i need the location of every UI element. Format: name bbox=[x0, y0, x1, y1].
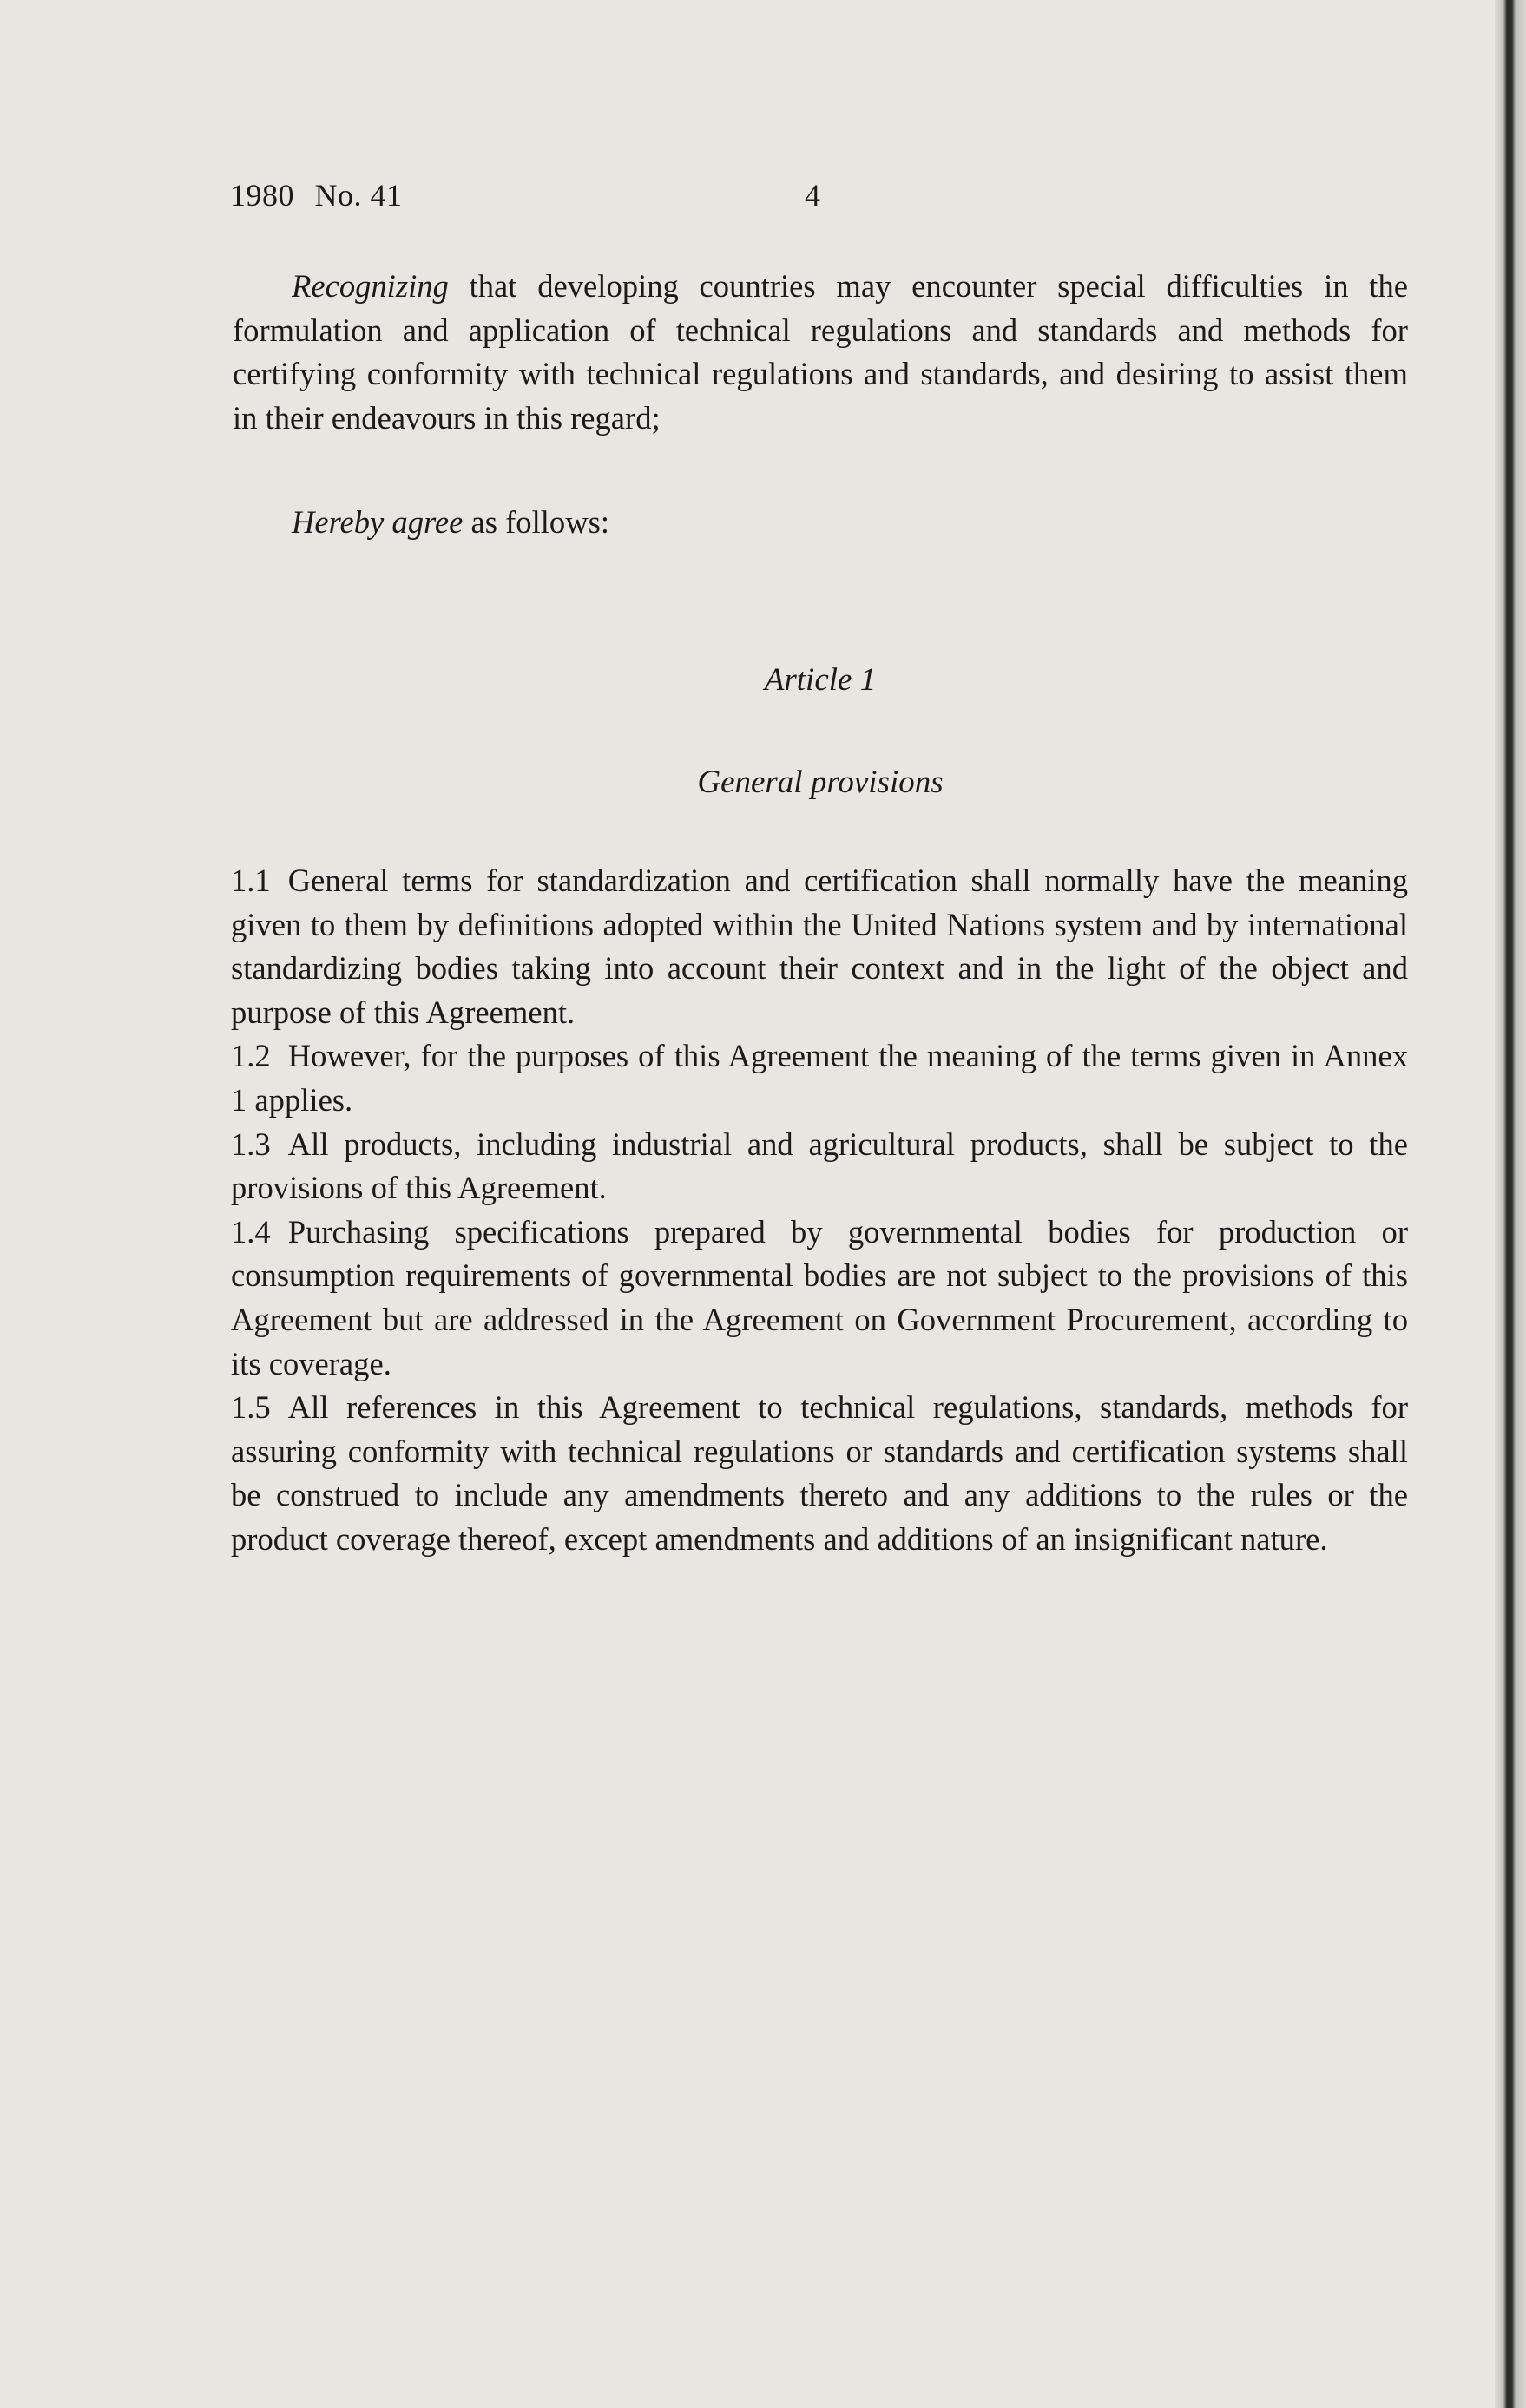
clause-list bbox=[231, 859, 1408, 1562]
clause-number: 1.2 bbox=[231, 1038, 271, 1074]
clause-number: 1.3 bbox=[231, 1125, 271, 1162]
clause-text: General terms for standardization and certification shall normally have the meaning given to them by definitions adopted within the United Nations system and by international standardizing bodies taking into account their context and in the light of the object and purpose of this Agreement. bbox=[231, 863, 1408, 1030]
clause-text: Purchasing specifications prepared by governmental bodies for production or consumption requirements of governmental bodies are not subject to the provisions of this Agreement but are addressed in the Agreement on Government Procurement, according to its coverage. bbox=[231, 1213, 1408, 1381]
header-year: 1980 bbox=[230, 178, 294, 213]
page-header bbox=[230, 177, 821, 213]
clause-1-3 bbox=[231, 1123, 1408, 1211]
hereby-paragraph bbox=[233, 501, 1408, 545]
page-number: 4 bbox=[805, 178, 821, 213]
hereby-lead: Hereby agree bbox=[292, 504, 464, 540]
clause-number: 1.5 bbox=[231, 1389, 271, 1426]
clause-1-5 bbox=[231, 1386, 1408, 1561]
clause-number: 1.4 bbox=[231, 1213, 271, 1250]
clause-text: All references in this Agreement to technical regulations, standards, methods for assuring conformity with technical regulations or standards and certification systems shall be construed to include any amendments thereto and any additions to the rules or the product coverage thereof, except amendments and additions of an insignificant nature. bbox=[231, 1389, 1408, 1557]
hereby-text: as follows: bbox=[463, 504, 610, 540]
clause-number: 1.1 bbox=[231, 863, 271, 898]
article-title: Article 1 bbox=[764, 662, 877, 698]
recognizing-paragraph bbox=[233, 265, 1408, 440]
clause-1-2 bbox=[231, 1034, 1408, 1122]
clause-1-1 bbox=[231, 859, 1408, 1034]
clause-text: All products, including industrial and agricultural products, shall be subject to the provisions of this Agreement. bbox=[231, 1125, 1408, 1206]
recognizing-lead: Recognizing bbox=[292, 268, 449, 304]
clause-text: However, for the purposes of this Agreement the meaning of the terms given in Annex 1 applies. bbox=[231, 1038, 1408, 1118]
show-through-text bbox=[234, 555, 1432, 599]
recognizing-text: that developing countries may encounter special difficulties in the formulation and application of technical regulations and standards and methods for certifying conformity with technical regulations and standards, and desiring to assist them in their endeavours in this regard; bbox=[233, 268, 1408, 436]
header-number: No. 41 bbox=[314, 178, 403, 213]
clause-1-4 bbox=[231, 1211, 1408, 1386]
section-heading: General provisions bbox=[697, 764, 944, 800]
page-edge bbox=[1495, 0, 1526, 2408]
